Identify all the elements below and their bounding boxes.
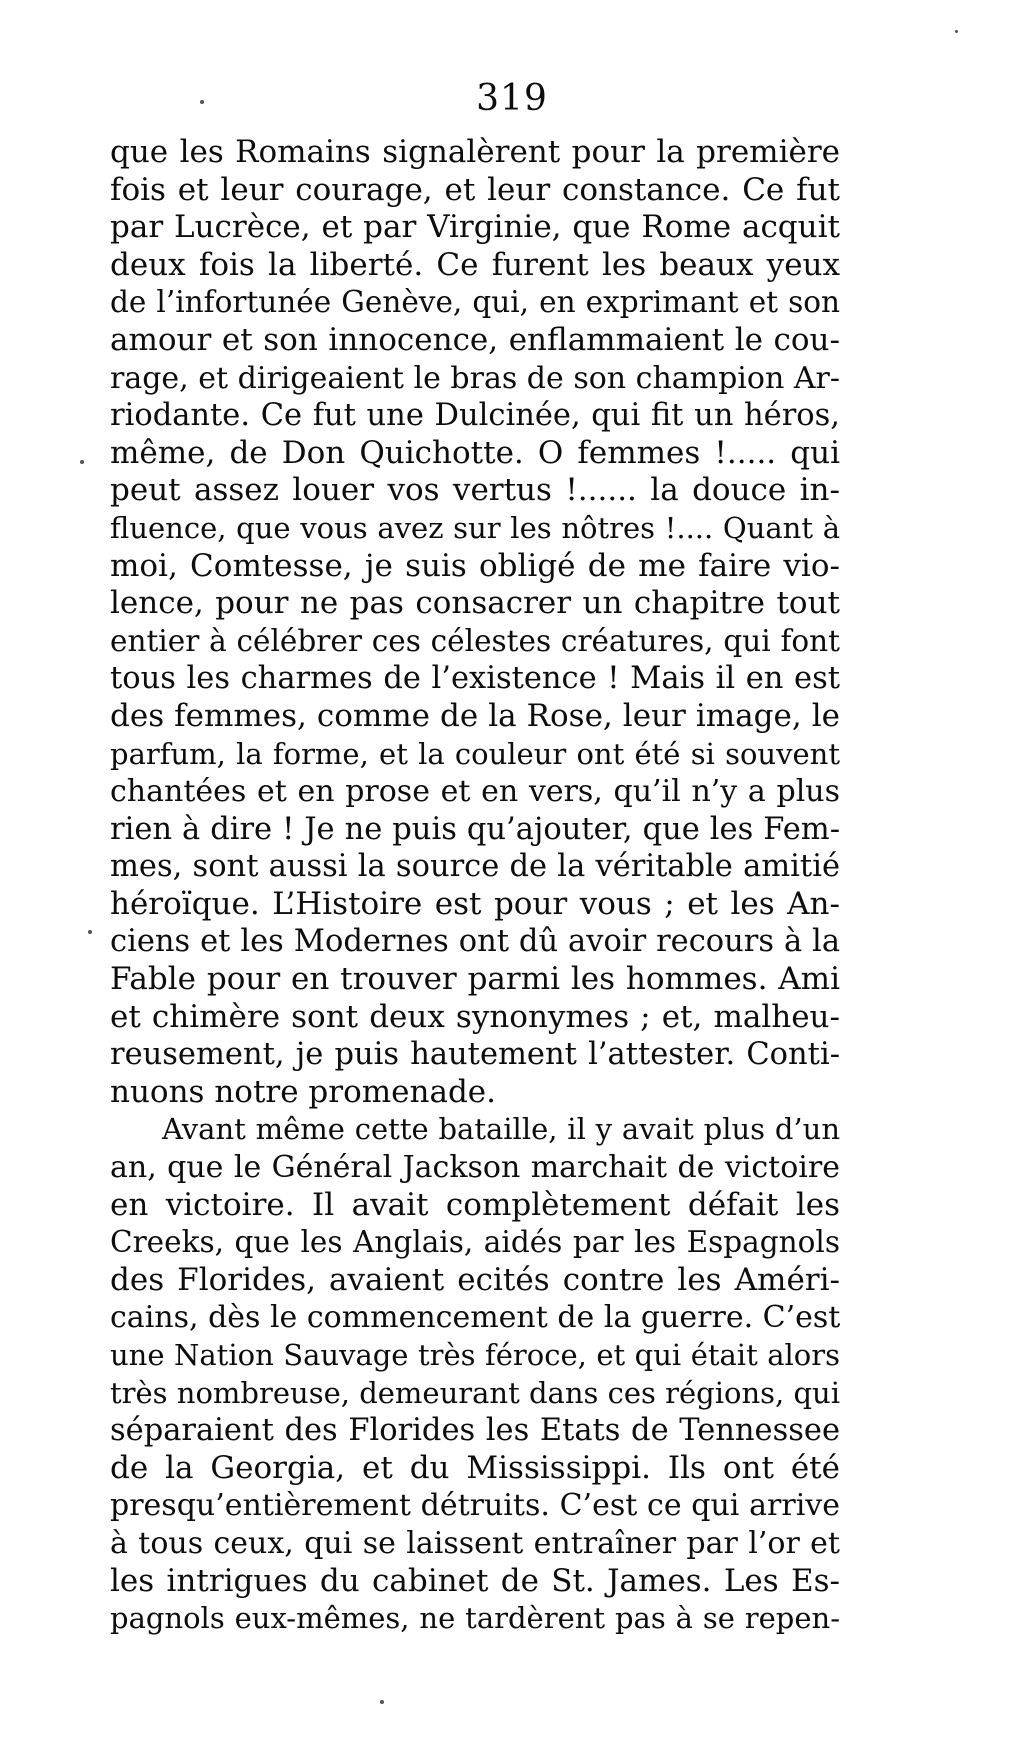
text-line: mes, sont aussi la source de la véritable amitié bbox=[110, 849, 840, 885]
print-speck bbox=[88, 930, 92, 934]
print-speck bbox=[955, 30, 958, 33]
text-line: rage, et dirigeaient le bras de son champion Ar- bbox=[110, 360, 840, 396]
text-line: de l’infortunée Genève, qui, en exprimant et son bbox=[110, 285, 840, 320]
text-line: Fable pour en trouver parmi les hommes. Ami bbox=[110, 961, 840, 998]
text-line: nuons notre promenade. bbox=[110, 1073, 496, 1110]
text-line: pagnols eux-mêmes, ne tardèrent pas à se repen- bbox=[110, 1601, 840, 1636]
text-line: une Nation Sauvage très féroce, et qui était alors bbox=[110, 1338, 840, 1372]
body-text bbox=[110, 134, 840, 1638]
text-line: tous les charmes de l’existence ! Mais il en est bbox=[110, 661, 840, 697]
text-line: peut assez louer vos vertus !...... la douce in- bbox=[110, 472, 840, 509]
text-line: moi, Comtesse, je suis obligé de me faire vio- bbox=[110, 547, 840, 584]
text-line: que les Romains signalèrent pour la première bbox=[110, 134, 840, 170]
text-line: Avant même cette bataille, il y avait plus d’un bbox=[162, 1112, 840, 1147]
text-line: des Florides, avaient ecités contre les Améri- bbox=[110, 1261, 840, 1298]
text-line: par Lucrèce, et par Virginie, que Rome acquit bbox=[110, 209, 840, 246]
text-line: de la Georgia, et du Mississippi. Ils ont été bbox=[110, 1449, 840, 1486]
page-number: 319 bbox=[476, 78, 548, 119]
text-line: lence, pour ne pas consacrer un chapitre tout bbox=[110, 585, 840, 622]
text-line: rien à dire ! Je ne puis qu’ajouter, que les Fem- bbox=[110, 811, 840, 847]
text-line: fluence, que vous avez sur les nôtres !.... Quant à bbox=[110, 510, 840, 545]
text-line: fois et leur courage, et leur constance. Ce fut bbox=[110, 171, 840, 208]
text-line: chantées et en prose et en vers, qu’il n’y a plus bbox=[110, 774, 840, 810]
text-line: des femmes, comme de la Rose, leur image, le bbox=[110, 697, 840, 734]
text-line: séparaient des Florides les Etats de Tennessee bbox=[110, 1413, 840, 1449]
text-line: deux fois la liberté. Ce furent les beaux yeux bbox=[110, 246, 840, 283]
print-speck bbox=[380, 1700, 384, 1704]
text-line: et chimère sont deux synonymes ; et, malheu- bbox=[110, 998, 840, 1035]
print-speck bbox=[80, 460, 84, 464]
text-line: an, que le Général Jackson marchait de victoire bbox=[110, 1150, 840, 1186]
text-line: en victoire. Il avait complètement défait les bbox=[110, 1186, 840, 1223]
print-speck bbox=[200, 100, 204, 104]
text-line: héroïque. L’Histoire est pour vous ; et les An- bbox=[110, 885, 840, 922]
text-line: même, de Don Quichotte. O femmes !..... qui bbox=[110, 434, 840, 471]
text-line: reusement, je puis hautement l’attester. Conti- bbox=[110, 1037, 840, 1073]
text-line: riodante. Ce fut une Dulcinée, qui fit un héros, bbox=[110, 398, 840, 434]
text-line: amour et son innocence, enflammaient le cou- bbox=[110, 321, 840, 358]
text-line: entier à célébrer ces célestes créatures, qui font bbox=[110, 623, 840, 658]
text-line: parfum, la forme, et la couleur ont été si souvent bbox=[110, 736, 840, 771]
text-line: les intrigues du cabinet de St. James. Les Es- bbox=[110, 1562, 840, 1599]
text-line: presqu’entièrement détruits. C’est ce qui arrive bbox=[110, 1488, 840, 1524]
text-line: ciens et les Modernes ont dû avoir recours à la bbox=[110, 924, 840, 960]
text-line: Creeks, que les Anglais, aidés par les Espagnols bbox=[110, 1225, 840, 1260]
text-line: très nombreuse, demeurant dans ces régions, qui bbox=[110, 1375, 840, 1410]
text-line: à tous ceux, qui se laissent entraîner par l’or et bbox=[110, 1525, 840, 1561]
text-line: cains, dès le commencement de la guerre. C’est bbox=[110, 1300, 840, 1336]
